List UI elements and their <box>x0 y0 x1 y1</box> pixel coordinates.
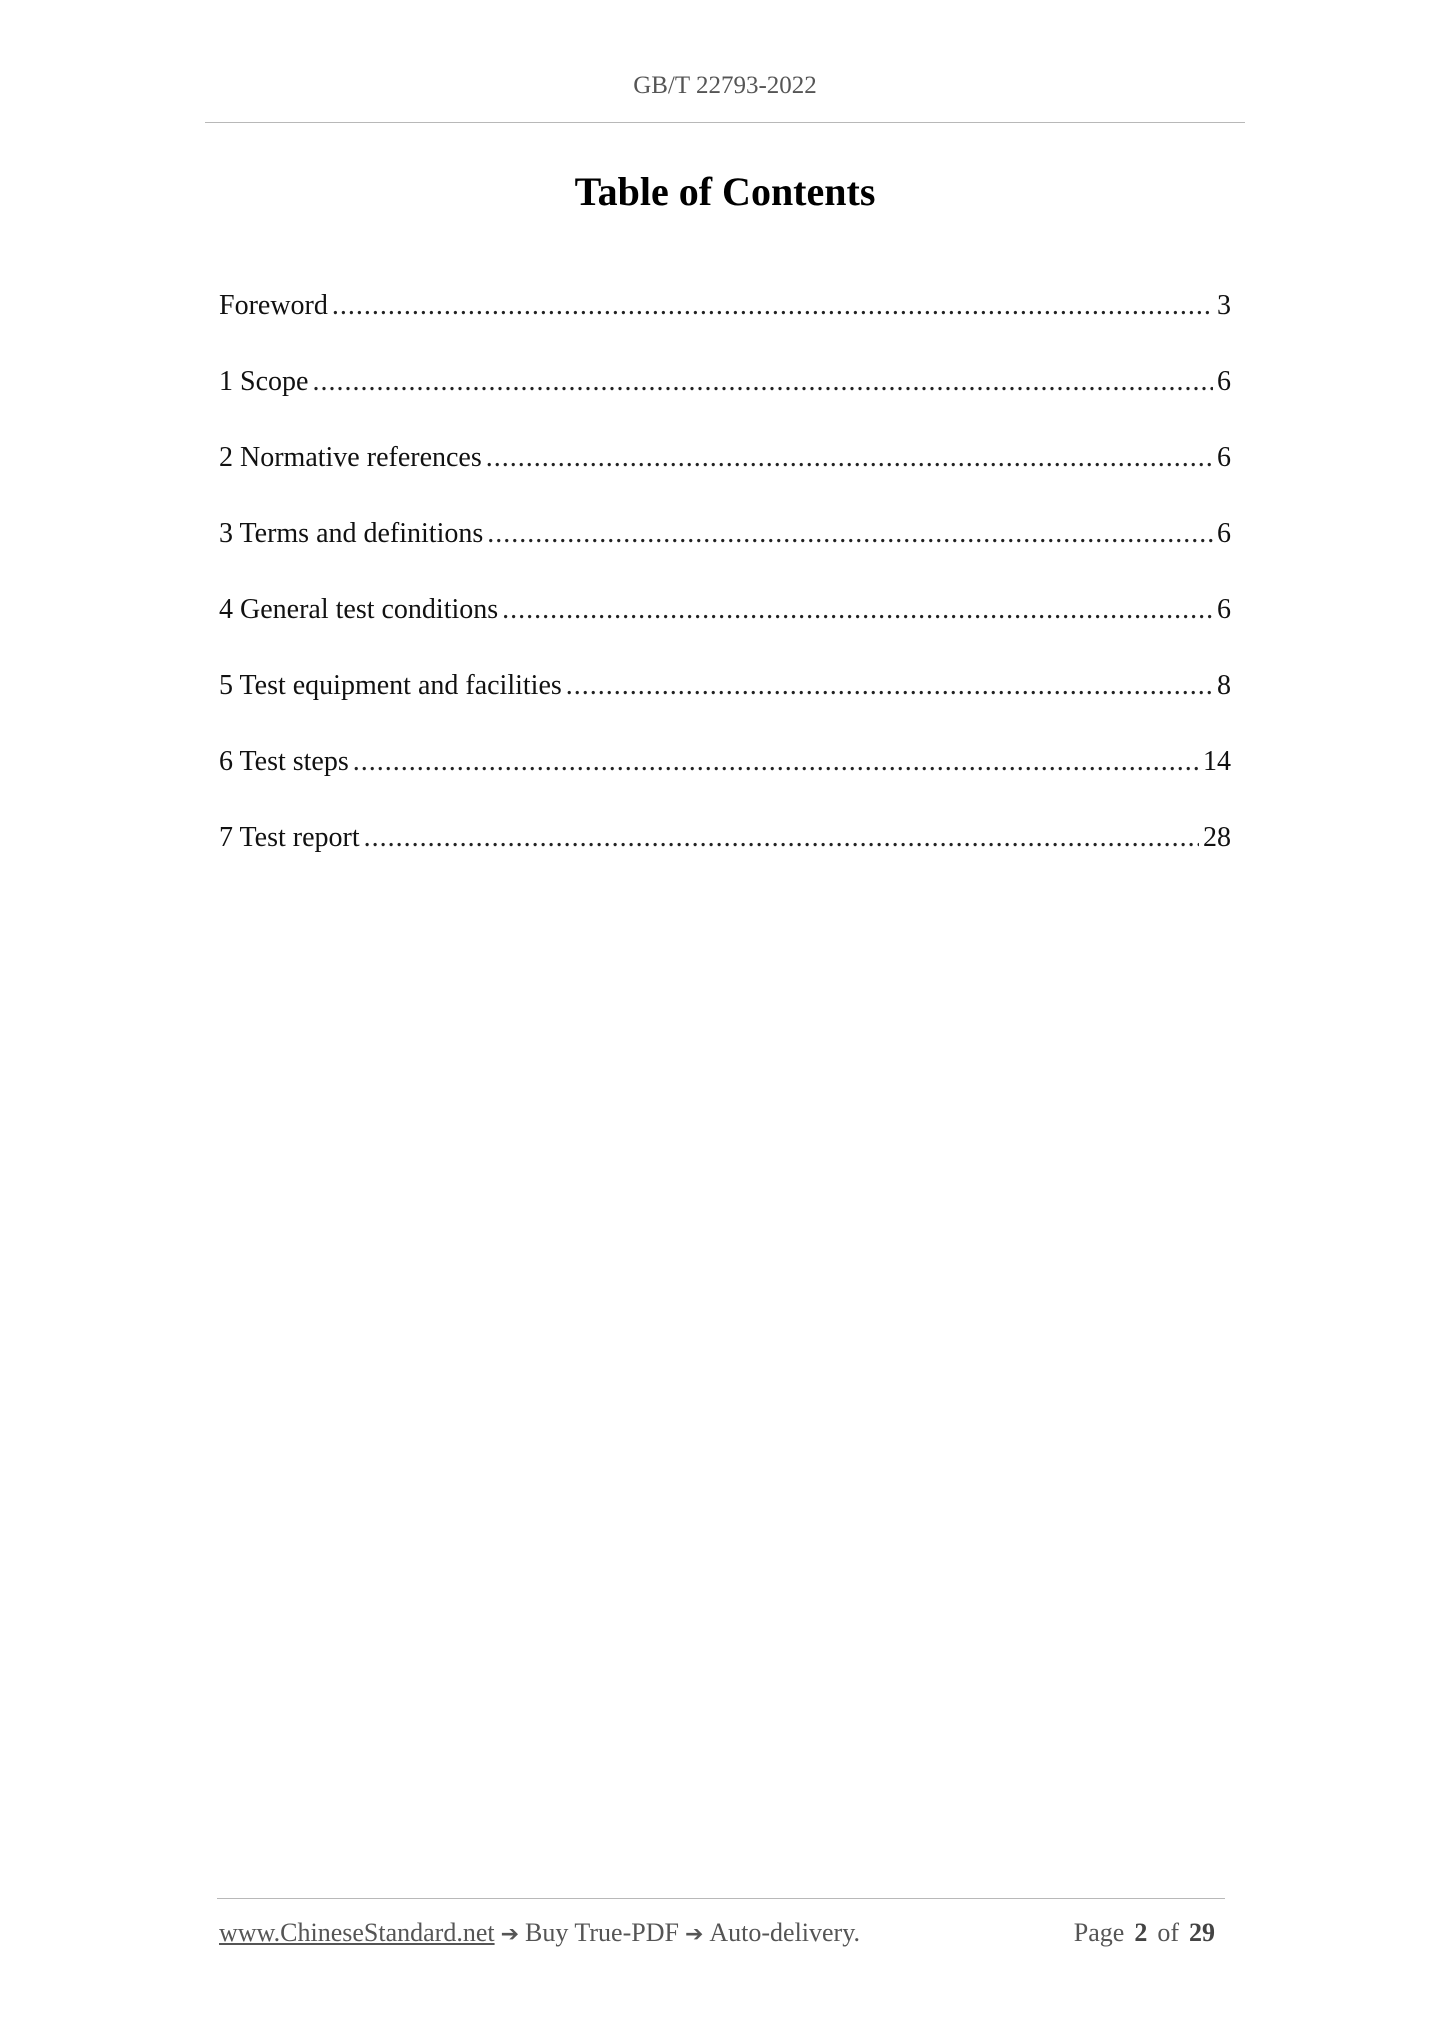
page-counter <box>1074 1918 1225 1948</box>
toc-entry-test-report[interactable] <box>219 822 1231 898</box>
current-page-number: 2 <box>1134 1918 1148 1947</box>
document-code-header: GB/T 22793-2022 <box>633 72 817 99</box>
toc-list <box>219 290 1231 898</box>
toc-dot-leader <box>486 442 1213 474</box>
toc-dot-leader <box>566 670 1213 702</box>
toc-entry-page: 6 <box>1217 518 1231 549</box>
page-footer <box>219 1918 1225 1948</box>
toc-entry-test-equipment[interactable] <box>219 670 1231 746</box>
footer-promo <box>219 1918 860 1948</box>
buy-true-pdf-text: Buy True-PDF <box>525 1918 679 1947</box>
toc-entry-terms-definitions[interactable] <box>219 518 1231 594</box>
toc-entry-page: 28 <box>1203 822 1231 853</box>
toc-entry-label: 4 General test conditions <box>219 594 499 625</box>
toc-entry-foreword[interactable] <box>219 290 1231 366</box>
right-arrow-icon: ➔ <box>684 1922 704 1947</box>
toc-entry-test-steps[interactable] <box>219 746 1231 822</box>
site-link[interactable]: www.ChineseStandard.net <box>219 1918 495 1947</box>
toc-dot-leader <box>312 366 1213 398</box>
toc-entry-label: 5 Test equipment and facilities <box>219 670 562 701</box>
toc-entry-page: 14 <box>1203 746 1231 777</box>
of-word: of <box>1157 1918 1179 1947</box>
toc-entry-page: 6 <box>1217 594 1231 625</box>
right-arrow-icon: ➔ <box>500 1922 520 1947</box>
toc-entry-label: Foreword <box>219 290 328 321</box>
page-word: Page <box>1073 1918 1125 1947</box>
toc-dot-leader <box>353 746 1199 778</box>
toc-dot-leader <box>332 290 1213 322</box>
toc-entry-scope[interactable] <box>219 366 1231 442</box>
footer-divider <box>217 1898 1225 1899</box>
toc-entry-normative-references[interactable] <box>219 442 1231 518</box>
total-pages-number: 29 <box>1189 1918 1215 1947</box>
toc-entry-page: 6 <box>1217 366 1231 397</box>
toc-entry-general-test-conditions[interactable] <box>219 594 1231 670</box>
toc-dot-leader <box>364 822 1199 854</box>
toc-entry-label: 7 Test report <box>219 822 360 853</box>
toc-entry-label: 3 Terms and definitions <box>219 518 484 549</box>
header-divider <box>205 122 1245 123</box>
toc-entry-page: 3 <box>1217 290 1231 321</box>
toc-entry-page: 8 <box>1217 670 1231 701</box>
toc-dot-leader <box>487 518 1213 550</box>
auto-delivery-text: Auto-delivery. <box>709 1918 861 1947</box>
toc-entry-label: 2 Normative references <box>219 442 482 473</box>
toc-dot-leader <box>502 594 1213 626</box>
toc-entry-page: 6 <box>1217 442 1231 473</box>
page-title: Table of Contents <box>574 169 876 214</box>
toc-entry-label: 6 Test steps <box>219 746 349 777</box>
toc-entry-label: 1 Scope <box>219 366 309 397</box>
